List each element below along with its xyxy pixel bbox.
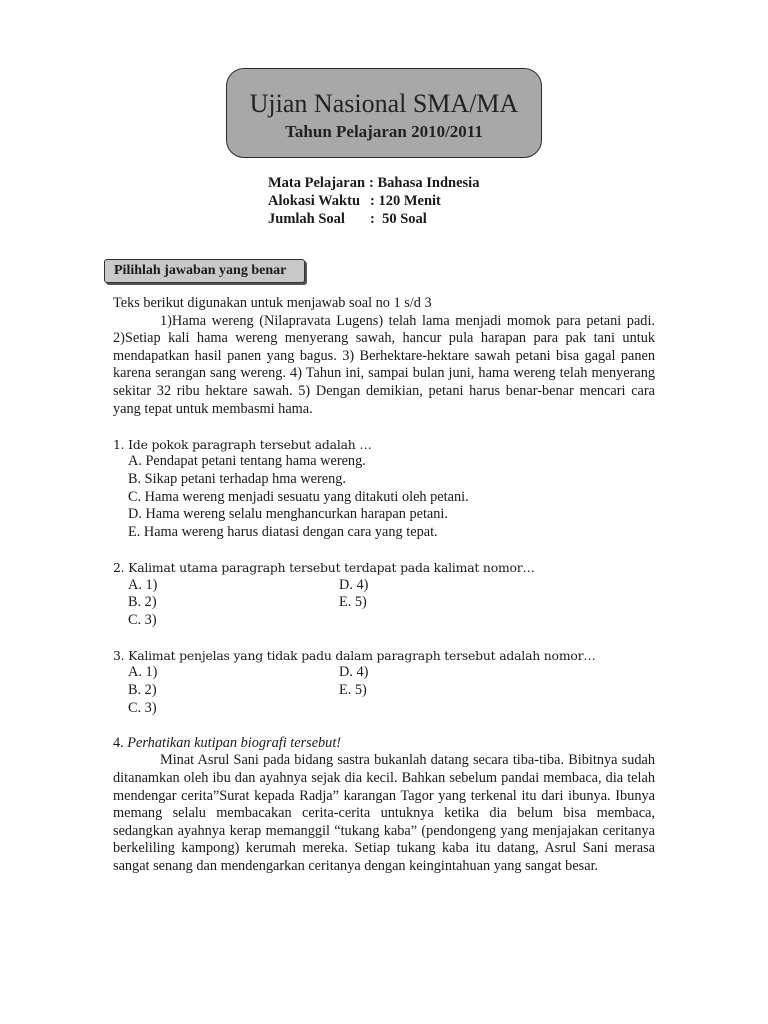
option-c: C. 3)	[128, 611, 157, 628]
exam-title: Ujian Nasional SMA/MA	[249, 89, 519, 118]
option-d: D. 4)	[339, 664, 369, 681]
option-row	[113, 664, 655, 682]
question-stem: 1. Ide pokok paragraph tersebut adalah …	[113, 436, 372, 452]
question-3	[113, 647, 655, 717]
option-row	[113, 577, 655, 595]
question-number: 4.	[113, 734, 128, 751]
option-row	[113, 594, 655, 612]
question-stem: 2. Kalimat utama paragraph tersebut terdapat pada kalimat nomor…	[113, 559, 535, 575]
option-b: B. 2)	[128, 594, 157, 611]
option-a: A. 1)	[128, 576, 158, 593]
question-4	[113, 735, 655, 876]
option-e: E. Hama wereng harus diatasi dengan cara yang tepat.	[128, 523, 438, 540]
meta-subject	[268, 174, 479, 192]
option-d: D. Hama wereng selalu menghancurkan harapan petani.	[128, 506, 448, 523]
meta-count-value: : 50 Soal	[370, 211, 427, 227]
option-e: E. 5)	[339, 682, 367, 699]
question-2	[113, 559, 655, 629]
passage-text: 1)Hama wereng (Nilapravata Lugens) telah lama menjadi momok para petani padi. 2)Setiap kali hama wereng menyerang sawah, hancur pula harapan para pak tani untuk mendapatkan hasil panen yang bagus. 3) Berhektare-hektare sawah petani bisa gagal panen karena serangan sang wereng. 4) Tahun ini, sampai bulan juni, hama wereng telah menyerang sekitar 32 ribu hektare sawah. 5) Dengan demikian, petani harus benar-benar mencari cara yang tepat untuk membasmi hama.	[113, 312, 655, 417]
exam-subtitle: Tahun Pelajaran 2010/2011	[285, 122, 483, 141]
biography-passage: Minat Asrul Sani pada bidang sastra bukanlah datang secara tiba-tiba. Bibitnya sudah ditanamkan oleh ibu dan ayahnya sejak dia kecil. Bahkan sebelum pandai membaca, dia telah mendengar cerita”Surat kepada Radja” karangan Tagor yang terkenal itu dari ibunya. Ibunya memang selalu membacakan cerita-cerita untuknya ketika dia belum bisa membaca, sedangkan ayahnya kerap memanggil “tukang kaba” (pendongeng yang menjajakan ceritanya berkeliling kampong) kerumah mereka. Setiap tukang kaba itu datang, Asrul Sani merasa sangat senang dan mendengarkan ceritanya dengan keingintahuan yang sangat besar.	[113, 752, 655, 874]
option-d: D. 4)	[339, 576, 369, 593]
option-c: C. Hama wereng menjadi sesuatu yang ditakuti oleh petani.	[128, 488, 469, 505]
option-b: B. 2)	[128, 682, 157, 699]
option-row	[113, 700, 655, 718]
meta-time-label: Alokasi Waktu	[268, 193, 361, 209]
question-stem	[113, 735, 655, 753]
meta-count-label: Jumlah Soal	[268, 211, 345, 227]
option-row	[113, 682, 655, 700]
meta-time	[268, 192, 479, 210]
option-a: A. 1)	[128, 664, 158, 681]
option-b: B. Sikap petani terhadap hma wereng.	[128, 470, 346, 487]
exam-meta	[268, 174, 479, 228]
option-a: A. Pendapat petani tentang hama wereng.	[128, 453, 366, 470]
option-e: E. 5)	[339, 594, 367, 611]
question-stem: 3. Kalimat penjelas yang tidak padu dalam paragraph tersebut adalah nomor…	[113, 647, 596, 663]
passage-intro: Teks berikut digunakan untuk menjawab soal no 1 s/d 3	[113, 295, 432, 311]
meta-subject-value: : Bahasa Indnesia	[369, 175, 480, 191]
instruction-box: Pilihlah jawaban yang benar	[104, 259, 305, 283]
question-instruction: Perhatikan kutipan biografi tersebut!	[127, 734, 342, 751]
meta-time-value: : 120 Menit	[370, 193, 441, 209]
exam-content	[113, 295, 655, 876]
meta-count	[268, 210, 479, 228]
option-c: C. 3)	[128, 699, 157, 716]
meta-subject-label: Mata Pelajaran	[268, 175, 366, 191]
option-row	[113, 612, 655, 630]
question-1	[113, 436, 655, 542]
exam-header-box	[226, 68, 542, 158]
